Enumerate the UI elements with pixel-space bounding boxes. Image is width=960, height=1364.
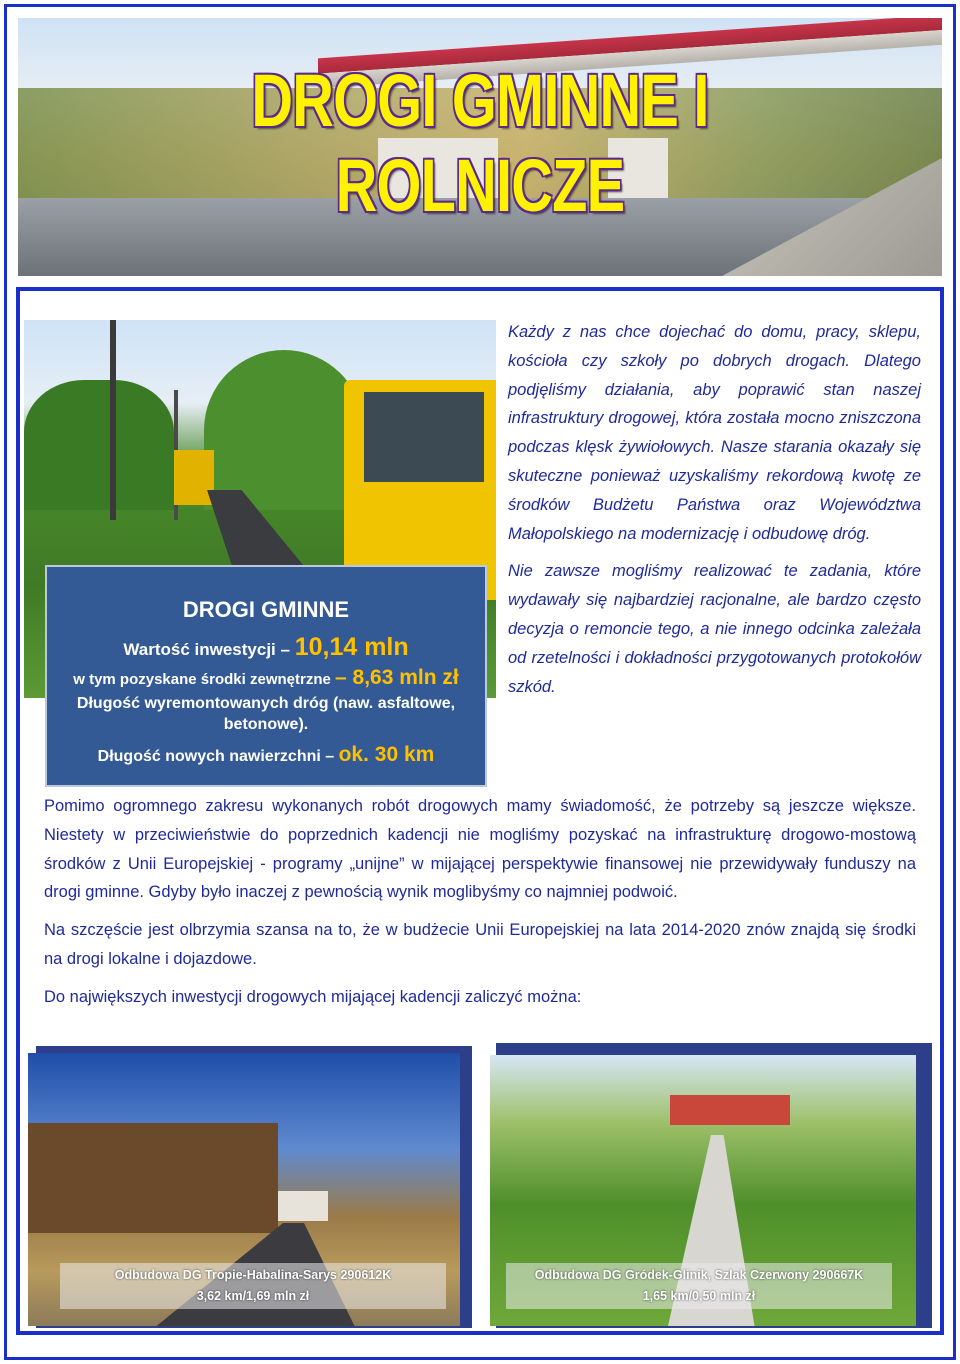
photo-distant-roller [174,450,214,505]
photo-houses [670,1095,790,1125]
photo-caption-title: Odbudowa DG Tropie-Habalina-Sarys 290612K [114,1268,392,1282]
body-paragraph: Na szczęście jest olbrzymia szansa na to, że w budżecie Unii Europejskiej na lata 2014-2020 znów znajdą się środki na drogi lokalne i dojazdowe. [44,921,916,968]
new-surface-value: ok. 30 km [338,743,435,766]
body-paragraph: Pomimo ogromnego zakresu wykonanych robót drogowych mamy świadomość, że potrzeby są jeszcze większe. Niestety w przeciwieństwie do poprzednich kadencji nie mogliśmy pozyskać na infrastrukturę drogowo-mostową środków z Unii Europejskiej - programy „unijne” w mijającej perspektywie finansowej nie przewidywały funduszy na drogi gminne. Gdyby było inaczej z pewnością wynik moglibyśmy co najmniej podwoić. [44,797,916,902]
investment-value: 10,14 mln [294,633,409,661]
photo-roller-cab [364,392,484,482]
investment-label: Wartość inwestycji – [123,640,290,659]
photo-caption [506,1263,892,1309]
photo-caption-details: 3,62 km/1,69 mln zł [196,1289,310,1303]
body-text [44,792,916,1021]
intro-paragraph: Nie zawsze mogliśmy realizować te zadania, które wydawały się najbardziej racjonalne, ale bardzo często decyzja o remoncie tego, a nie innego odcinka zależała od rzetelności i dokładności przygotowanych protokołów szkód. [508,562,921,696]
external-funds-line [47,666,485,690]
info-box-title: DROGI GMINNE [182,597,350,622]
photo-forest [28,1123,278,1233]
external-funds-value: – 8,63 mln zł [335,666,459,689]
photo-trees [204,350,364,510]
photo-house [278,1191,328,1221]
external-funds-label: w tym pozyskane środki zewnętrzne [73,671,331,688]
investment-info-box [45,565,487,787]
photo-caption [60,1263,446,1309]
page-title: DROGI GMINNE I ROLNICZE [251,59,709,227]
new-surface-line [47,743,485,767]
body-paragraph: Do największych inwestycji drogowych mijającej kadencji zaliczyć można: [44,987,582,1006]
new-surface-label: Długość nowych nawierzchni – [97,748,335,765]
intro-text [508,318,921,710]
photo-trees [24,380,174,510]
investment-value-line [47,633,485,662]
photo-caption-details: 1,65 km/0,50 mln zł [642,1289,756,1303]
photo-utility-pole [110,320,116,520]
repaired-length-label: Długość wyremontowanych dróg (naw. asfaltowe, betonowe). [76,695,456,733]
header-banner-photo [18,18,942,276]
intro-paragraph: Każdy z nas chce dojechać do domu, pracy, sklepu, kościoła czy szkoły po dobrych drogach. Dlatego podjęliśmy działania, aby poprawić stan naszej infrastruktury drogowej, która została mocno zniszczona podczas klęsk żywiołowych. Nasze starania okazały się skuteczne ponieważ uzyskaliśmy rekordową kwotę ze środków Budżetu Państwa oraz Województwa Małopolskiego na modernizację i odbudowę dróg. [508,323,921,543]
photo-caption-title: Odbudowa DG Gródek-Glinik, Szlak Czerwony 290667K [534,1268,864,1282]
